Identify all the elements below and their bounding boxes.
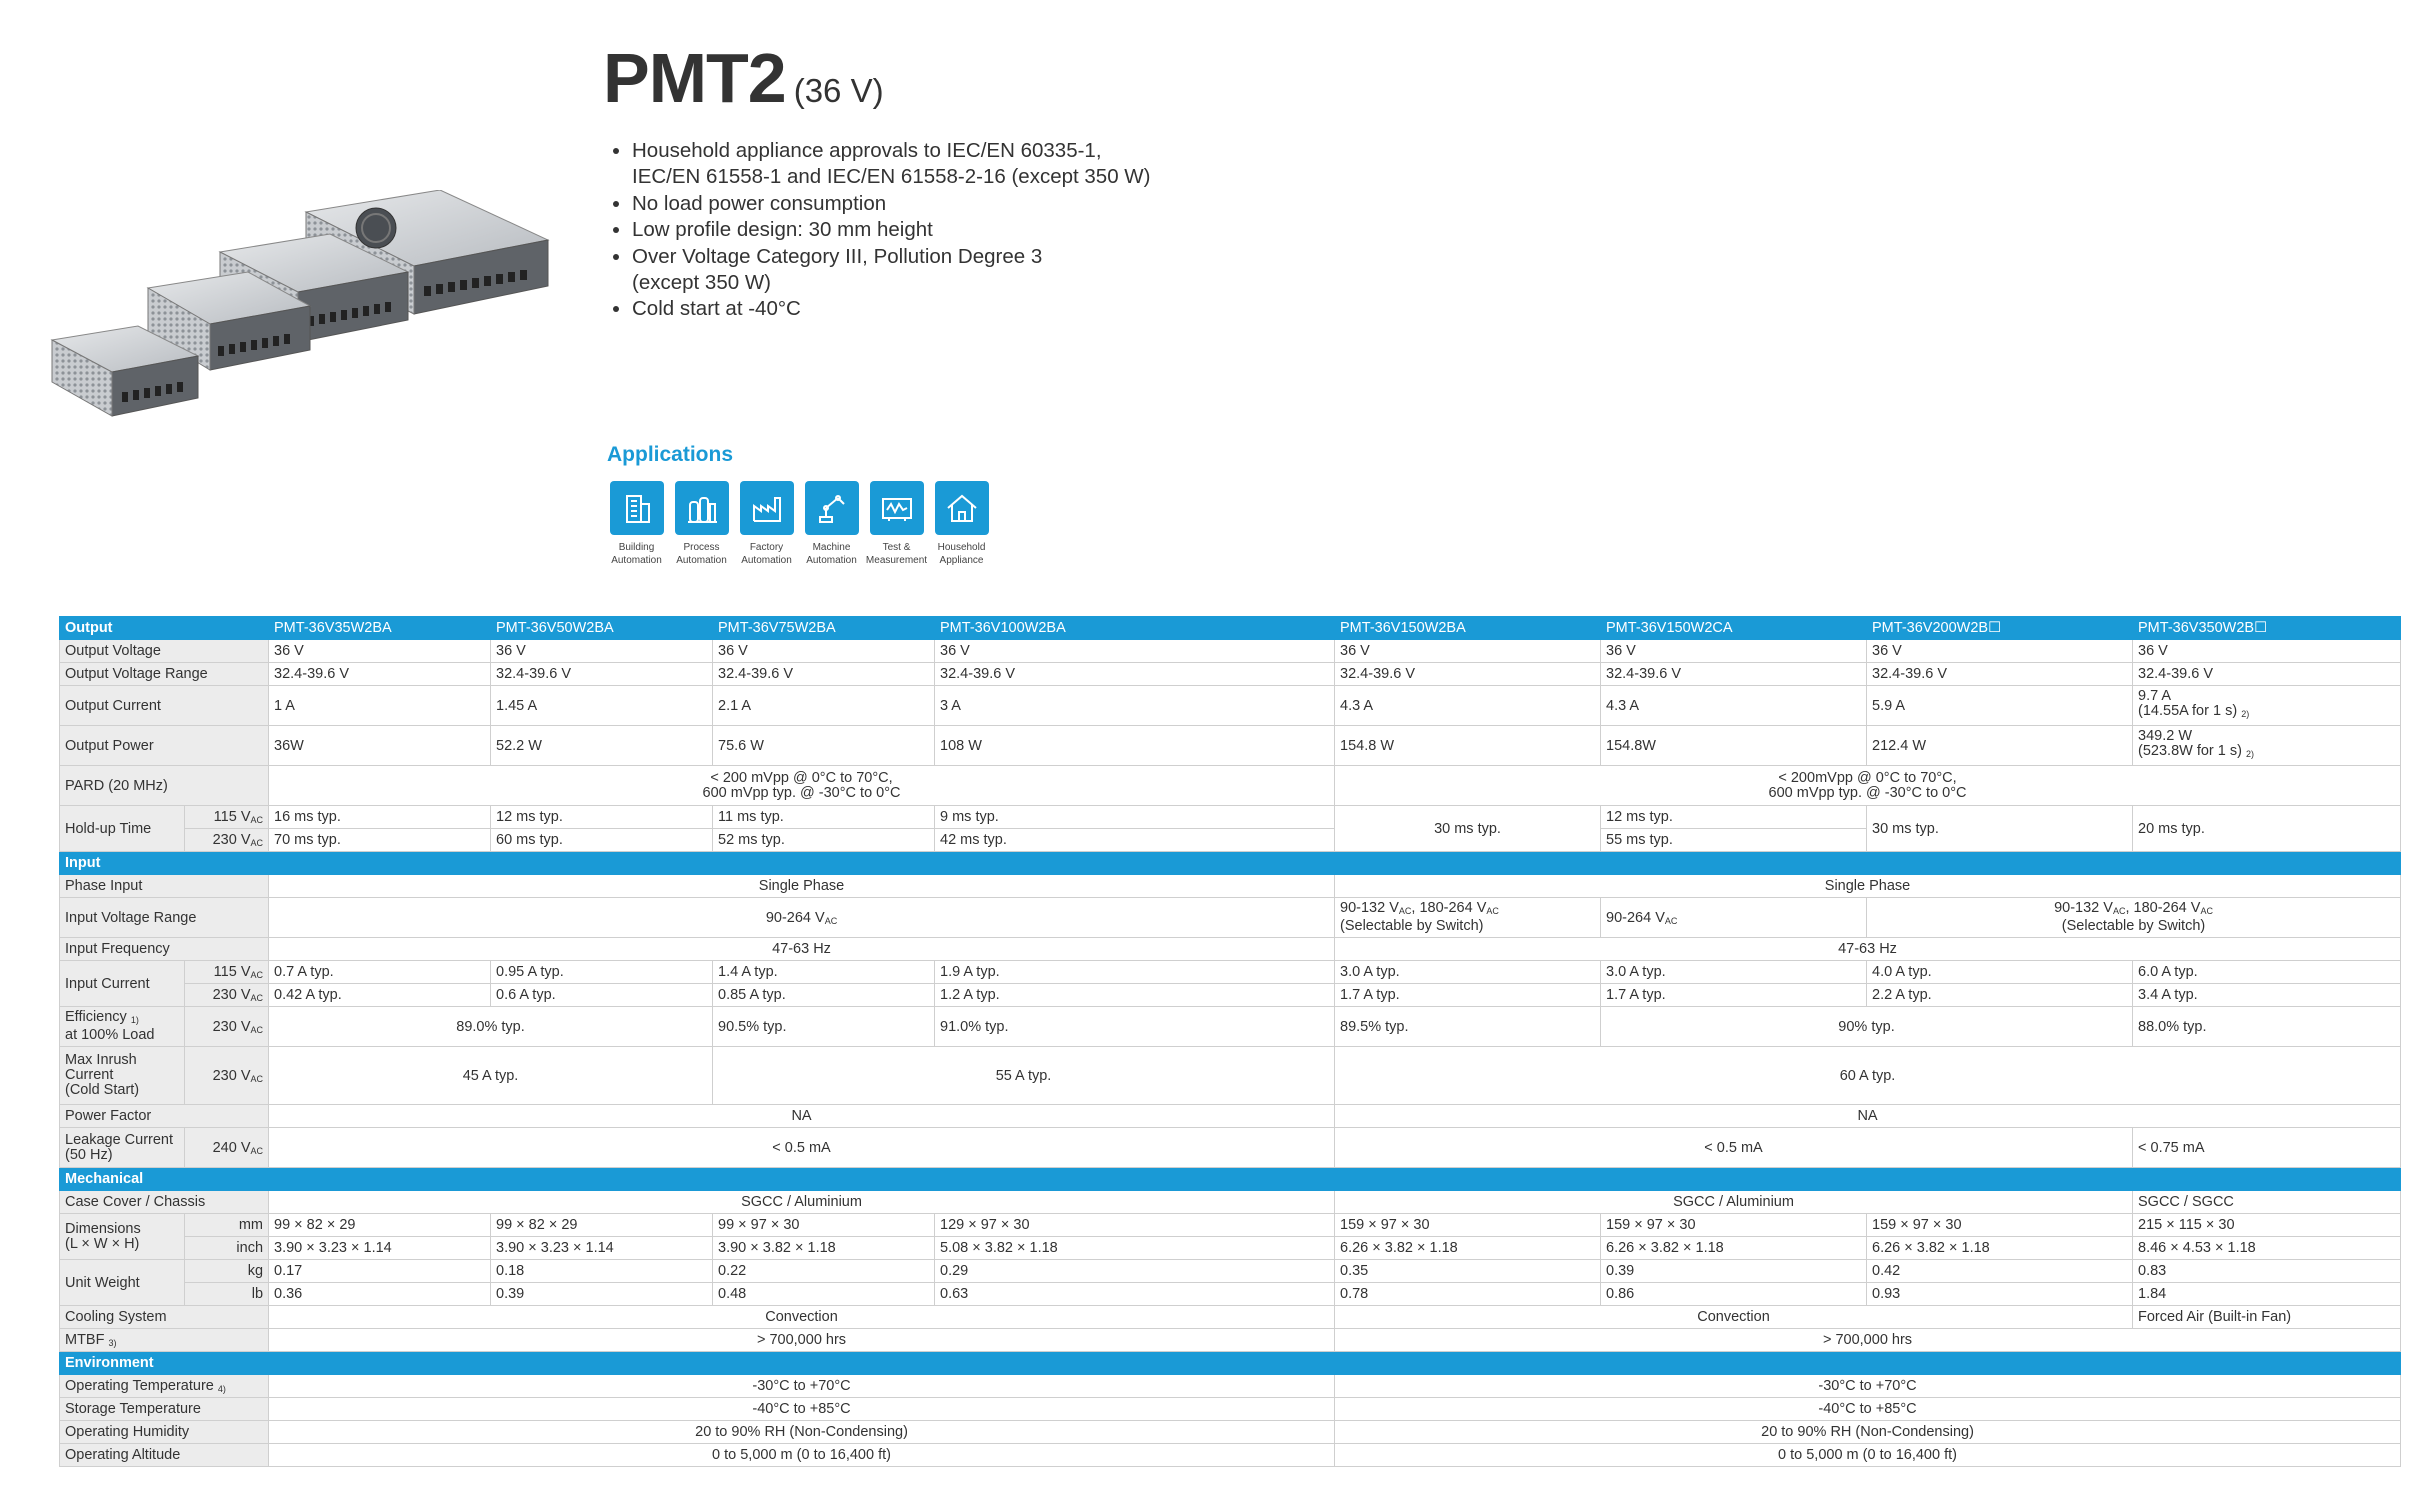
table-row: [60, 938, 2401, 961]
table-cell: 90% typ.: [1601, 1007, 2133, 1047]
table-row: [60, 1329, 2401, 1352]
table-cell: 20 to 90% RH (Non-Condensing): [269, 1421, 1335, 1444]
oscilloscope-icon: [870, 481, 924, 535]
row-unit: 115 $V_{AC}$: [185, 961, 269, 984]
table-row: [60, 875, 2401, 898]
application-label: Measurement: [865, 555, 928, 566]
section-title: Input: [60, 852, 2401, 875]
table-cell: 5.08 × 3.82 × 1.18: [935, 1237, 1335, 1260]
row-label: Input Current: [60, 961, 185, 1007]
table-cell: 36 V: [491, 640, 713, 663]
row-unit: 230 $V_{AC}$: [185, 1007, 269, 1047]
application-label: Building: [618, 542, 655, 553]
table-cell: 45 A typ.: [269, 1047, 713, 1105]
table-cell: 55 A typ.: [713, 1047, 1335, 1105]
table-cell: 90.5% typ.: [713, 1007, 935, 1047]
table-cell: 36W: [269, 726, 491, 766]
table-cell: SGCC / Aluminium: [269, 1191, 1335, 1214]
table-cell: < 0.75 mA: [2133, 1128, 2401, 1168]
table-cell: 0.39: [1601, 1260, 1867, 1283]
model-name: PMT-36V50W2BA: [491, 617, 713, 640]
row-label: Phase Input: [60, 875, 269, 898]
table-cell: 0.35: [1335, 1260, 1601, 1283]
table-cell: 0.22: [713, 1260, 935, 1283]
table-row: [60, 984, 2401, 1007]
model-name: PMT-36V35W2BA: [269, 617, 491, 640]
application-item: [929, 481, 994, 567]
table-cell: 47-63 Hz: [269, 938, 1335, 961]
row-label: Max Inrush Current (Cold Start): [60, 1047, 185, 1105]
table-cell: 32.4-39.6 V: [935, 663, 1335, 686]
table-cell: 32.4-39.6 V: [1335, 663, 1601, 686]
application-item: [799, 481, 864, 567]
table-cell: 90-264 $V_{AC}$: [1601, 898, 1867, 938]
table-cell: [269, 766, 1335, 806]
application-label: Test &: [882, 542, 911, 553]
table-cell: SGCC / SGCC: [2133, 1191, 2401, 1214]
row-label: Operating Altitude: [60, 1444, 269, 1467]
table-cell: 154.8 W: [1335, 726, 1601, 766]
table-cell: 1.7 A typ.: [1601, 984, 1867, 1007]
table-cell: Single Phase: [269, 875, 1335, 898]
section-title: Environment: [60, 1352, 2401, 1375]
table-row: [60, 1214, 2401, 1237]
table-cell: 12 ms typ.: [1601, 806, 1867, 829]
cell-value: 9.7 A: [2138, 688, 2172, 704]
table-cell: -30°C to +70°C: [269, 1375, 1335, 1398]
table-cell: 99 × 97 × 30: [713, 1214, 935, 1237]
table-cell: 4.3 A: [1601, 686, 1867, 726]
feature-item: • Cold start at -40°C: [632, 296, 1172, 322]
table-row: [60, 1283, 2401, 1306]
table-row: [60, 1047, 2401, 1105]
table-cell: 9 ms typ.: [935, 806, 1335, 829]
row-label: Output Voltage Range: [60, 663, 269, 686]
model-name: PMT-36V350W2B☐: [2133, 617, 2401, 640]
table-cell: 0.63: [935, 1283, 1335, 1306]
table-cell: 36 V: [2133, 640, 2401, 663]
row-label: Case Cover / Chassis: [60, 1191, 269, 1214]
table-cell: 3.4 A typ.: [2133, 984, 2401, 1007]
table-cell: 36 V: [269, 640, 491, 663]
table-cell: 6.26 × 3.82 × 1.18: [1335, 1237, 1601, 1260]
section-header-mechanical: [60, 1168, 2401, 1191]
table-row: [60, 640, 2401, 663]
table-cell: 4.3 A: [1335, 686, 1601, 726]
robot-arm-icon: [805, 481, 859, 535]
row-unit: kg: [185, 1260, 269, 1283]
table-row: [60, 1128, 2401, 1168]
table-cell: 36 V: [713, 640, 935, 663]
application-label: Automation: [806, 555, 857, 566]
table-row: [60, 1421, 2401, 1444]
section-header-output: [60, 617, 2401, 640]
feature-item: • Over Voltage Category III, Pollution Degree 3 (except 350 W): [632, 244, 1072, 296]
table-row: [60, 1191, 2401, 1214]
table-cell: 88.0% typ.: [2133, 1007, 2401, 1047]
cell-note: (14.55A for 1 s): [2138, 703, 2238, 719]
table-cell: 0.18: [491, 1260, 713, 1283]
application-label: Appliance: [939, 555, 984, 566]
building-icon: [610, 481, 664, 535]
application-item: [734, 481, 799, 567]
power-supply-product-image: [48, 190, 558, 435]
table-cell: 1.2 A typ.: [935, 984, 1335, 1007]
table-cell: 36 V: [1601, 640, 1867, 663]
table-cell: 215 × 115 × 30: [2133, 1214, 2401, 1237]
feature-item: • Household appliance approvals to IEC/EN 60335-1, IEC/EN 61558-1 and IEC/EN 61558-2-16 (except 350 W): [632, 138, 1172, 190]
table-cell: 0 to 5,000 m (0 to 16,400 ft): [269, 1444, 1335, 1467]
table-cell: 0.42 A typ.: [269, 984, 491, 1007]
table-cell: NA: [269, 1105, 1335, 1128]
table-cell: 0.85 A typ.: [713, 984, 935, 1007]
table-row: [60, 1306, 2401, 1329]
table-cell: Single Phase: [1335, 875, 2401, 898]
row-label: PARD (20 MHz): [60, 766, 269, 806]
footnote-ref: 2): [2241, 709, 2250, 719]
table-cell: 0.93: [1867, 1283, 2133, 1306]
table-cell: 129 × 97 × 30: [935, 1214, 1335, 1237]
application-label: Automation: [676, 555, 727, 566]
table-cell: [2133, 686, 2401, 726]
footnote-ref: 2): [2246, 749, 2255, 759]
row-label: Storage Temperature: [60, 1398, 269, 1421]
table-cell: [2133, 726, 2401, 766]
table-row: [60, 686, 2401, 726]
application-label: Household: [937, 542, 986, 553]
table-cell: 3.0 A typ.: [1335, 961, 1601, 984]
table-row: [60, 1007, 2401, 1047]
table-cell: 32.4-39.6 V: [713, 663, 935, 686]
table-cell: 3.90 × 3.23 × 1.14: [269, 1237, 491, 1260]
row-unit: mm: [185, 1214, 269, 1237]
table-row: [60, 898, 2401, 938]
table-cell: 1.4 A typ.: [713, 961, 935, 984]
cell-value: 349.2 W: [2138, 728, 2193, 744]
table-cell: 1.9 A typ.: [935, 961, 1335, 984]
table-cell: 3.90 × 3.23 × 1.14: [491, 1237, 713, 1260]
row-unit: 230 $V_{AC}$: [185, 1047, 269, 1105]
row-label: Output Power: [60, 726, 269, 766]
table-cell: 2.2 A typ.: [1867, 984, 2133, 1007]
page-title: PMT2 (36 V): [603, 39, 884, 117]
table-cell: 3.0 A typ.: [1601, 961, 1867, 984]
table-cell: > 700,000 hrs: [269, 1329, 1335, 1352]
table-cell: 1 A: [269, 686, 491, 726]
table-cell: 32.4-39.6 V: [1601, 663, 1867, 686]
table-cell: > 700,000 hrs: [1335, 1329, 2401, 1352]
application-label: Factory: [749, 542, 784, 553]
application-label: Automation: [611, 555, 662, 566]
table-cell: 1.7 A typ.: [1335, 984, 1601, 1007]
table-cell: 0.17: [269, 1260, 491, 1283]
table-cell: 52 ms typ.: [713, 829, 935, 852]
table-cell: 6.26 × 3.82 × 1.18: [1601, 1237, 1867, 1260]
application-item: [669, 481, 734, 567]
table-row: [60, 1444, 2401, 1467]
table-cell: 47-63 Hz: [1335, 938, 2401, 961]
section-title: Output: [60, 617, 269, 640]
application-label: Machine: [812, 542, 851, 553]
table-cell: 36 V: [1867, 640, 2133, 663]
table-row: [60, 663, 2401, 686]
table-cell: SGCC / Aluminium: [1335, 1191, 2133, 1214]
table-cell: 91.0% typ.: [935, 1007, 1335, 1047]
table-cell: 12 ms typ.: [491, 806, 713, 829]
table-cell: 0.86: [1601, 1283, 1867, 1306]
table-cell: < 0.5 mA: [1335, 1128, 2133, 1168]
table-cell: 0.39: [491, 1283, 713, 1306]
table-row: [60, 1398, 2401, 1421]
feature-item: • No load power consumption: [632, 191, 1172, 217]
table-cell: Forced Air (Built-in Fan): [2133, 1306, 2401, 1329]
table-cell: 212.4 W: [1867, 726, 2133, 766]
table-cell: 32.4-39.6 V: [491, 663, 713, 686]
cell-value: 600 mVpp typ. @ -30°C to 0°C: [702, 784, 901, 801]
page-subtitle: (36 V): [793, 72, 884, 109]
table-cell: 0.78: [1335, 1283, 1601, 1306]
table-cell: 36 V: [935, 640, 1335, 663]
model-name: PMT-36V75W2BA: [713, 617, 935, 640]
table-cell: 99 × 82 × 29: [269, 1214, 491, 1237]
section-header-environment: [60, 1352, 2401, 1375]
table-cell: 0.29: [935, 1260, 1335, 1283]
table-cell: 8.46 × 4.53 × 1.18: [2133, 1237, 2401, 1260]
table-cell: Convection: [1335, 1306, 2133, 1329]
table-cell: -40°C to +85°C: [1335, 1398, 2401, 1421]
model-name: PMT-36V200W2B☐: [1867, 617, 2133, 640]
table-cell: 52.2 W: [491, 726, 713, 766]
table-cell: < 0.5 mA: [269, 1128, 1335, 1168]
cell-value: 600 mVpp typ. @ -30°C to 0°C: [1768, 784, 1967, 801]
table-row: [60, 1237, 2401, 1260]
applications-title: Applications: [607, 443, 734, 466]
row-label: Input Voltage Range: [60, 898, 269, 938]
row-label: Output Voltage: [60, 640, 269, 663]
table-cell: 30 ms typ.: [1335, 806, 1601, 852]
table-cell: 42 ms typ.: [935, 829, 1335, 852]
table-row: [60, 1260, 2401, 1283]
table-cell: 60 A typ.: [1335, 1047, 2401, 1105]
row-unit: 230 $V_{AC}$: [185, 984, 269, 1007]
table-cell: 20 to 90% RH (Non-Condensing): [1335, 1421, 2401, 1444]
section-title: Mechanical: [60, 1168, 2401, 1191]
application-item: [604, 481, 669, 567]
table-cell: 159 × 97 × 30: [1601, 1214, 1867, 1237]
table-cell: Convection: [269, 1306, 1335, 1329]
table-cell: 2.1 A: [713, 686, 935, 726]
row-unit: 240 $V_{AC}$: [185, 1128, 269, 1168]
applications-list: [604, 481, 994, 567]
application-label: Process: [683, 542, 720, 553]
row-unit: inch: [185, 1237, 269, 1260]
table-cell: 3.90 × 3.82 × 1.18: [713, 1237, 935, 1260]
table-cell: 0.48: [713, 1283, 935, 1306]
cell-value: < 200 mVpp @ 0°C to 70°C,: [710, 769, 893, 786]
table-cell: 0.7 A typ.: [269, 961, 491, 984]
table-cell: 90-132 $V_{AC}$, 180-264 $V_{AC}$ (Selectable by Switch): [1335, 898, 1601, 938]
table-cell: NA: [1335, 1105, 2401, 1128]
table-cell: 89.0% typ.: [269, 1007, 713, 1047]
table-cell: 0.6 A typ.: [491, 984, 713, 1007]
factory-tanks-icon: [675, 481, 729, 535]
row-unit: 230 $V_{AC}$: [185, 829, 269, 852]
table-cell: 75.6 W: [713, 726, 935, 766]
table-cell: 36 V: [1335, 640, 1601, 663]
table-row: [60, 1375, 2401, 1398]
table-cell: 90-264 $V_{AC}$: [269, 898, 1335, 938]
factory-icon: [740, 481, 794, 535]
table-cell: -40°C to +85°C: [269, 1398, 1335, 1421]
model-name: PMT-36V150W2CA: [1601, 617, 1867, 640]
table-cell: 6.26 × 3.82 × 1.18: [1867, 1237, 2133, 1260]
row-label: Dimensions (L × W × H): [60, 1214, 185, 1260]
row-label: Unit Weight: [60, 1260, 185, 1306]
cell-note: (523.8W for 1 s): [2138, 743, 2242, 759]
table-cell: 90-132 $V_{AC}$, 180-264 $V_{AC}$ (Selectable by Switch): [1867, 898, 2401, 938]
cell-value: < 200mVpp @ 0°C to 70°C,: [1778, 769, 1957, 786]
row-label: Hold-up Time: [60, 806, 185, 852]
table-cell: 55 ms typ.: [1601, 829, 1867, 852]
table-cell: 20 ms typ.: [2133, 806, 2401, 852]
table-cell: 1.45 A: [491, 686, 713, 726]
table-cell: 6.0 A typ.: [2133, 961, 2401, 984]
table-cell: 32.4-39.6 V: [2133, 663, 2401, 686]
feature-list: [612, 138, 1172, 323]
table-cell: 60 ms typ.: [491, 829, 713, 852]
row-label: Efficiency $^{1)}$ at 100% Load: [60, 1007, 185, 1047]
row-label: Input Frequency: [60, 938, 269, 961]
row-label: Operating Temperature $^{4)}$: [60, 1375, 269, 1398]
row-label: Operating Humidity: [60, 1421, 269, 1444]
table-cell: 159 × 97 × 30: [1335, 1214, 1601, 1237]
table-cell: 11 ms typ.: [713, 806, 935, 829]
row-label: Leakage Current (50 Hz): [60, 1128, 185, 1168]
table-cell: 0.36: [269, 1283, 491, 1306]
application-item: [864, 481, 929, 567]
row-label: MTBF $^{3)}$: [60, 1329, 269, 1352]
table-cell: 5.9 A: [1867, 686, 2133, 726]
row-unit: 115 $V_{AC}$: [185, 806, 269, 829]
application-label: Automation: [741, 555, 792, 566]
table-cell: 89.5% typ.: [1335, 1007, 1601, 1047]
table-row: [60, 726, 2401, 766]
specification-table: [59, 616, 2401, 1467]
model-name: PMT-36V100W2BA: [935, 617, 1335, 640]
table-cell: [1335, 766, 2401, 806]
table-cell: 16 ms typ.: [269, 806, 491, 829]
row-label: Power Factor: [60, 1105, 269, 1128]
table-cell: 0.42: [1867, 1260, 2133, 1283]
table-cell: 3 A: [935, 686, 1335, 726]
table-row: [60, 806, 2401, 829]
table-row: [60, 961, 2401, 984]
table-cell: 70 ms typ.: [269, 829, 491, 852]
table-cell: 32.4-39.6 V: [269, 663, 491, 686]
table-cell: 30 ms typ.: [1867, 806, 2133, 852]
table-cell: -30°C to +70°C: [1335, 1375, 2401, 1398]
table-cell: 159 × 97 × 30: [1867, 1214, 2133, 1237]
table-row: [60, 1105, 2401, 1128]
feature-item: • Low profile design: 30 mm height: [632, 217, 1172, 243]
table-cell: 108 W: [935, 726, 1335, 766]
table-cell: 32.4-39.6 V: [1867, 663, 2133, 686]
table-cell: 0.83: [2133, 1260, 2401, 1283]
section-header-input: [60, 852, 2401, 875]
table-cell: 4.0 A typ.: [1867, 961, 2133, 984]
model-name: PMT-36V150W2BA: [1335, 617, 1601, 640]
table-cell: 99 × 82 × 29: [491, 1214, 713, 1237]
table-cell: 154.8W: [1601, 726, 1867, 766]
table-row: [60, 766, 2401, 806]
table-cell: 1.84: [2133, 1283, 2401, 1306]
row-label: Output Current: [60, 686, 269, 726]
table-cell: 0 to 5,000 m (0 to 16,400 ft): [1335, 1444, 2401, 1467]
house-icon: [935, 481, 989, 535]
table-cell: 0.95 A typ.: [491, 961, 713, 984]
row-unit: lb: [185, 1283, 269, 1306]
row-label: Cooling System: [60, 1306, 269, 1329]
